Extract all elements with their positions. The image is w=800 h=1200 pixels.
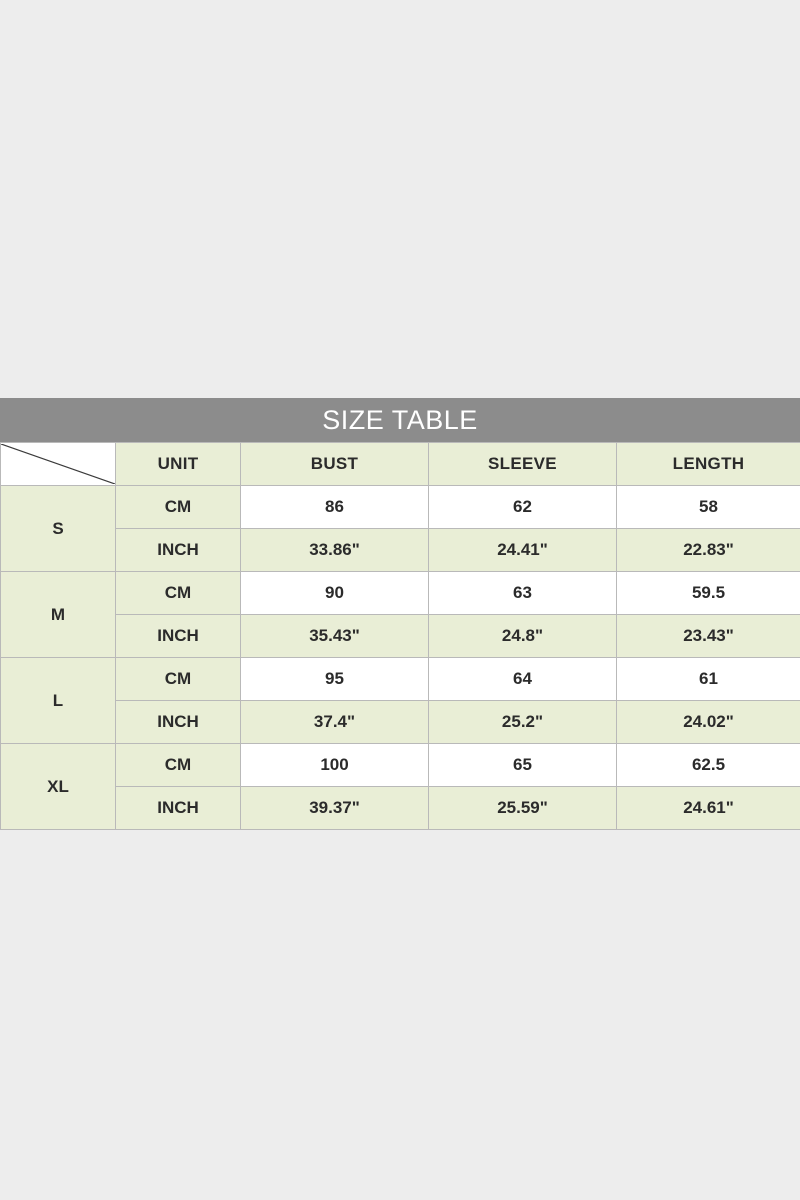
- size-label-m: M: [1, 572, 116, 658]
- sleeve-cell: 64: [429, 658, 617, 701]
- header-length: LENGTH: [617, 443, 800, 486]
- unit-cell: INCH: [116, 787, 241, 830]
- bust-cell: 33.86": [241, 529, 429, 572]
- length-cell: 24.02": [617, 701, 800, 744]
- length-cell: 59.5: [617, 572, 800, 615]
- unit-cell: CM: [116, 658, 241, 701]
- size-table: [0, 442, 800, 830]
- sleeve-cell: 62: [429, 486, 617, 529]
- diagonal-divider-icon: [1, 444, 115, 484]
- table-row: [1, 486, 800, 529]
- length-cell: 61: [617, 658, 800, 701]
- size-table-title: SIZE TABLE: [0, 398, 800, 442]
- sleeve-cell: 25.2": [429, 701, 617, 744]
- size-label-l: L: [1, 658, 116, 744]
- unit-cell: CM: [116, 572, 241, 615]
- sleeve-cell: 24.8": [429, 615, 617, 658]
- bust-cell: 95: [241, 658, 429, 701]
- unit-cell: CM: [116, 744, 241, 787]
- length-cell: 24.61": [617, 787, 800, 830]
- unit-cell: INCH: [116, 529, 241, 572]
- table-row: [1, 572, 800, 615]
- bust-cell: 35.43": [241, 615, 429, 658]
- table-row: [1, 658, 800, 701]
- header-sleeve: SLEEVE: [429, 443, 617, 486]
- header-unit: UNIT: [116, 443, 241, 486]
- bust-cell: 86: [241, 486, 429, 529]
- table-row: [1, 615, 800, 658]
- header-bust: BUST: [241, 443, 429, 486]
- corner-cell: [1, 443, 116, 486]
- length-cell: 22.83": [617, 529, 800, 572]
- size-label-xl: XL: [1, 744, 116, 830]
- sleeve-cell: 65: [429, 744, 617, 787]
- bust-cell: 100: [241, 744, 429, 787]
- table-row: [1, 701, 800, 744]
- bust-cell: 39.37": [241, 787, 429, 830]
- sleeve-cell: 63: [429, 572, 617, 615]
- length-cell: 23.43": [617, 615, 800, 658]
- size-table-block: [0, 398, 800, 830]
- unit-cell: INCH: [116, 701, 241, 744]
- table-row: [1, 529, 800, 572]
- table-row: [1, 744, 800, 787]
- sleeve-cell: 25.59": [429, 787, 617, 830]
- size-label-s: S: [1, 486, 116, 572]
- bust-cell: 37.4": [241, 701, 429, 744]
- bust-cell: 90: [241, 572, 429, 615]
- table-row: [1, 787, 800, 830]
- sleeve-cell: 24.41": [429, 529, 617, 572]
- unit-cell: INCH: [116, 615, 241, 658]
- length-cell: 62.5: [617, 744, 800, 787]
- unit-cell: CM: [116, 486, 241, 529]
- table-header-row: [1, 443, 800, 486]
- length-cell: 58: [617, 486, 800, 529]
